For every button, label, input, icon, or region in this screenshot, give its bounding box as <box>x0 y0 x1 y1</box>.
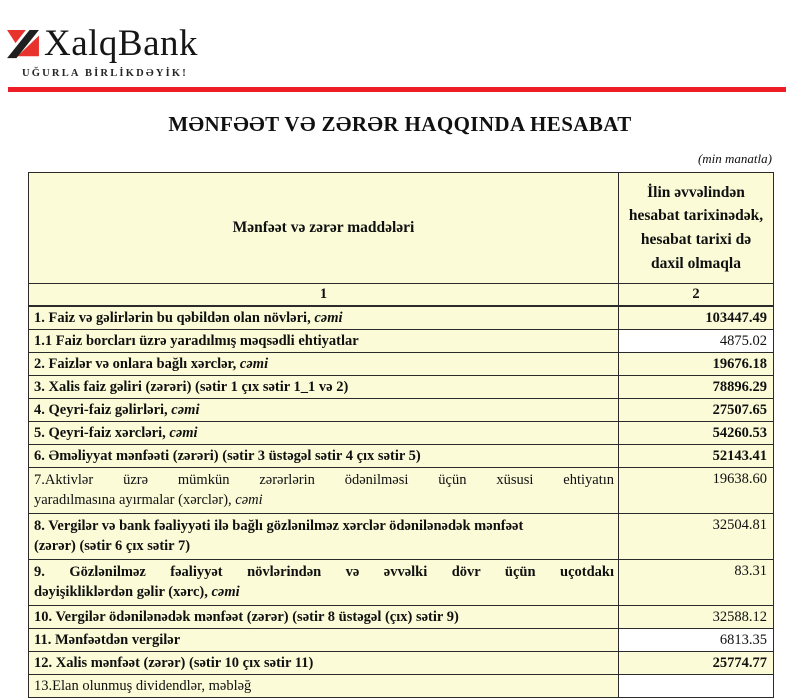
table-row <box>29 422 774 445</box>
table-row <box>29 399 774 422</box>
header-row <box>29 173 774 284</box>
red-divider <box>8 87 786 92</box>
table-row <box>29 675 774 698</box>
col-items-header: Mənfəət və zərər maddələri <box>29 173 619 284</box>
row-label: 9. Gözlənilməz fəaliyyət növlərindən və əvvəlki dövr üçün uçotdakı dəyişikliklərdən gəlir (xərc), cəmi <box>29 560 619 606</box>
row-label: 7.Aktivlər üzrə mümkün zərərlərin ödənilməsi üçün xüsusi ehtiyatın yaradılmasına ayırmalar (xərclər), cəmi <box>29 468 619 514</box>
col2-number: 2 <box>619 284 774 307</box>
table-row <box>29 514 774 560</box>
row-label: 11. Mənfəətdən vergilər <box>29 629 619 652</box>
row-label: 8. Vergilər və bank fəaliyyəti ilə bağlı gözlənilməz xərclər ödənilənədək mənfəət (zərər) (sətir 6 çıx sətir 7) <box>29 514 619 560</box>
row-value: 54260.53 <box>619 422 774 445</box>
row-value: 25774.77 <box>619 652 774 675</box>
table-row <box>29 306 774 330</box>
table-row <box>29 376 774 399</box>
table-row <box>29 560 774 606</box>
row-label: 1. Faiz və gəlirlərin bu qəbildən olan növləri, cəmi <box>29 306 619 330</box>
unit-note: (min manatla) <box>697 151 772 166</box>
page-title: MƏNFƏƏT VƏ ZƏRƏR HAQQINDA HESABAT <box>168 112 632 136</box>
brand-slogan: UĞURLA BİRLİKDƏYİK! <box>22 68 188 79</box>
table-row <box>29 468 774 514</box>
row-label: 4. Qeyri-faiz gəlirləri, cəmi <box>29 399 619 422</box>
table-row <box>29 629 774 652</box>
xalqbank-logo-icon <box>6 29 40 64</box>
column-number-row <box>29 284 774 307</box>
row-value: 78896.29 <box>619 376 774 399</box>
table-row <box>29 330 774 353</box>
row-label: 5. Qeyri-faiz xərcləri, cəmi <box>29 422 619 445</box>
row-value: 27507.65 <box>619 399 774 422</box>
row-label: 2. Faizlər və onlara bağlı xərclər, cəmi <box>29 353 619 376</box>
brand-name: XalqBank <box>44 23 199 64</box>
row-value: 4875.02 <box>619 330 774 353</box>
row-label: 6. Əməliyyat mənfəəti (zərəri) (sətir 3 üstəgəl sətir 4 çıx sətir 5) <box>29 445 619 468</box>
col1-number: 1 <box>29 284 619 307</box>
pnl-table <box>28 172 774 698</box>
col-value-header: İlin əvvəlindən hesabat tarixinədək, hesabat tarixi də daxil olmaqla <box>619 173 774 284</box>
row-value <box>619 675 774 698</box>
row-value: 6813.35 <box>619 629 774 652</box>
row-label: 13.Elan olunmuş dividendlər, məbləğ <box>29 675 619 698</box>
row-value: 19638.60 <box>619 468 774 514</box>
row-label: 10. Vergilər ödənilənədək mənfəət (zərər) (sətir 8 üstəgəl (çıx) sətir 9) <box>29 606 619 629</box>
row-value: 52143.41 <box>619 445 774 468</box>
table-row <box>29 353 774 376</box>
table-row <box>29 606 774 629</box>
table-row <box>29 445 774 468</box>
row-value: 83.31 <box>619 560 774 606</box>
row-value: 32504.81 <box>619 514 774 560</box>
row-value: 19676.18 <box>619 353 774 376</box>
row-value: 103447.49 <box>619 306 774 330</box>
table-row <box>29 652 774 675</box>
row-value: 32588.12 <box>619 606 774 629</box>
row-label: 1.1 Faiz borcları üzrə yaradılmış məqsədli ehtiyatlar <box>29 330 619 353</box>
row-label: 12. Xalis mənfəət (zərər) (sətir 10 çıx sətir 11) <box>29 652 619 675</box>
row-label: 3. Xalis faiz gəliri (zərəri) (sətir 1 çıx sətir 1_1 və 2) <box>29 376 619 399</box>
